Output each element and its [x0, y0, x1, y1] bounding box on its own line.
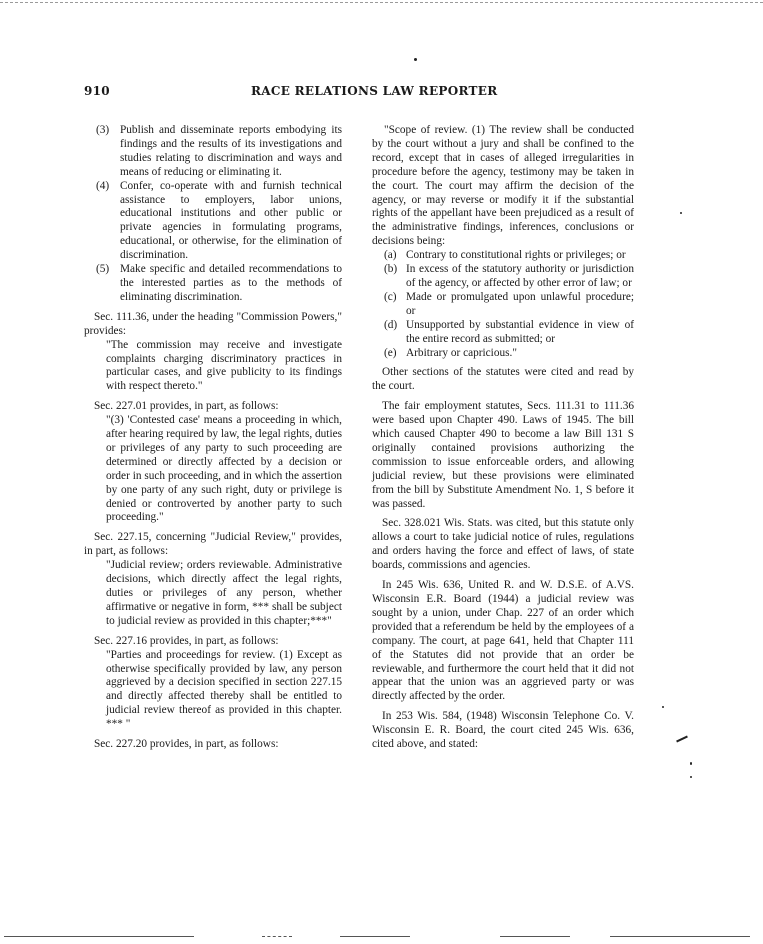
body-paragraph: Other sections of the statutes were cited and read by the court. [372, 366, 634, 393]
item-text: Publish and disseminate reports embodying its findings and the results of its investigations and studies relating to discrimination and ways and means of reducing or eliminating it. [120, 124, 342, 178]
list-item [372, 263, 634, 291]
scan-edge-rule [262, 936, 292, 937]
scan-speck [662, 706, 664, 708]
scan-speck [680, 212, 682, 214]
list-item [84, 180, 342, 263]
statute-quote: "Parties and proceedings for review. (1) Except as otherwise specifically provided by law, any person aggrieved by a decision specified in section 227.15 and directly affected thereby shall be entitled to judicial review thereof as provided in this chapter. *** " [106, 648, 342, 731]
item-label: (a) [384, 249, 397, 262]
page-header [84, 84, 684, 100]
item-text: Make specific and detailed recommendations to the interested parties as to the methods of eliminating discrimination. [120, 263, 342, 303]
item-text: Contrary to constitutional rights or privileges; or [406, 249, 626, 262]
item-text: Confer, co-operate with and furnish technical assistance to employers, labor unions, educational institutions and other public or private agencies in formulating programs, educational, or otherwise, for the elimination of discrimination. [120, 179, 342, 262]
item-label: (5) [96, 263, 110, 276]
section-intro: Sec. 227.20 provides, in part, as follows: [94, 738, 279, 751]
scan-mark [676, 736, 688, 743]
item-text: In excess of the statutory authority or jurisdiction of the agency, or affected by other error of law; or [406, 263, 634, 289]
list-item [84, 263, 342, 305]
scan-edge-rule [340, 936, 410, 937]
item-label: (c) [384, 290, 397, 303]
item-label: (d) [384, 318, 398, 331]
body-paragraph: The fair employment statutes, Secs. 111.31 to 111.36 were based upon Chapter 490. Laws of 1945. The bill which caused Chapter 490 to become a law Bill 131 S originally contained provisions authorizing the commission to issue enforceable orders, and allowing judicial review, but these provisions were eliminated from the bill by Substitute Amendment No. 1, S before it was passed. [372, 400, 634, 510]
list-item [372, 347, 634, 361]
statute-quote: "Scope of review. (1) The review shall be conducted by the court without a jury and shall be confined to the record, except that in cases of alleged irregularities in procedure before the agency, testimony may be taken in the court. The court may affirm the decision of the agency, or may reverse or modify it if the substantial rights of the appellant have been prejudiced as a result of the administrative findings, inferences, conclusions or decisions being: [372, 124, 634, 248]
scan-edge-rule [4, 936, 194, 937]
item-label: (e) [384, 346, 397, 359]
item-text: Unsupported by substantial evidence in view of the entire record as submitted; or [406, 318, 634, 345]
body-paragraph: In 253 Wis. 584, (1948) Wisconsin Telephone Co. V. Wisconsin E. R. Board, the court cited 245 Wis. 636, cited above, and stated: [372, 710, 634, 751]
scan-speck [690, 762, 692, 765]
page-number: 910 [84, 84, 110, 98]
right-column [372, 124, 634, 752]
statute-quote: "(3) 'Contested case' means a proceeding in which, after hearing required by law, the legal rights, duties or privileges of any party to such proceeding are determined or directly affected by a decision or order in such proceeding, and in which the assertion by one party of any such right, duty or privilege is denied or controverted by another party to such proceeding." [106, 414, 342, 524]
left-column [84, 124, 342, 752]
section-intro: Sec. 227.01 provides, in part, as follows: [94, 400, 279, 413]
item-text: Arbitrary or capricious." [406, 346, 517, 359]
statute-quote: "Judicial review; orders reviewable. Administrative decisions, which directly affect the legal rights, duties or privileges of any person, whether affirmative or negative in form, *** shall be subject to judicial review as provided in this chapter;***" [106, 559, 342, 627]
scan-edge-rule [500, 936, 570, 937]
item-label: (3) [96, 124, 110, 136]
list-item [372, 291, 634, 319]
section-intro: Sec. 111.36, under the heading "Commission Powers," provides: [84, 310, 342, 337]
running-title: RACE RELATIONS LAW REPORTER [251, 84, 498, 98]
section-intro: Sec. 227.15, concerning "Judicial Review," provides, in part, as follows: [84, 531, 342, 558]
item-label: (4) [96, 179, 110, 192]
body-paragraph: In 245 Wis. 636, United R. and W. D.S.E. of A.VS. Wisconsin E.R. Board (1944) a judicial review was sought by a union, under Chap. 227 of an order which provided that a referendum be held by the employees of a company. The court, at page 641, held that Chapter 111 of the Statutes did not provide that an order be reviewable, and furthermore the court held that it did not appear that the union was an aggrieved party or was directly affected by the order. [372, 579, 634, 703]
scan-speck [414, 58, 417, 61]
list-item [372, 249, 634, 263]
scan-speck [690, 776, 692, 778]
section-intro: Sec. 227.16 provides, in part, as follows: [94, 634, 279, 647]
scan-edge-rule [610, 936, 750, 937]
list-item [372, 319, 634, 347]
statute-quote: "The commission may receive and investigate complaints charging discriminatory practices in particular cases, and give publicity to its findings with respect thereto." [106, 338, 342, 393]
body-paragraph: Sec. 328.021 Wis. Stats. was cited, but this statute only allows a court to take judicial notice of rules, regulations and orders having the force and effect of laws, of state boards, commissions and agencies. [372, 517, 634, 572]
item-label: (b) [384, 263, 398, 276]
list-item [84, 124, 342, 180]
item-text: Made or promulgated upon unlawful procedure; or [406, 290, 634, 317]
scan-edge-dashed-rule [0, 2, 763, 3]
